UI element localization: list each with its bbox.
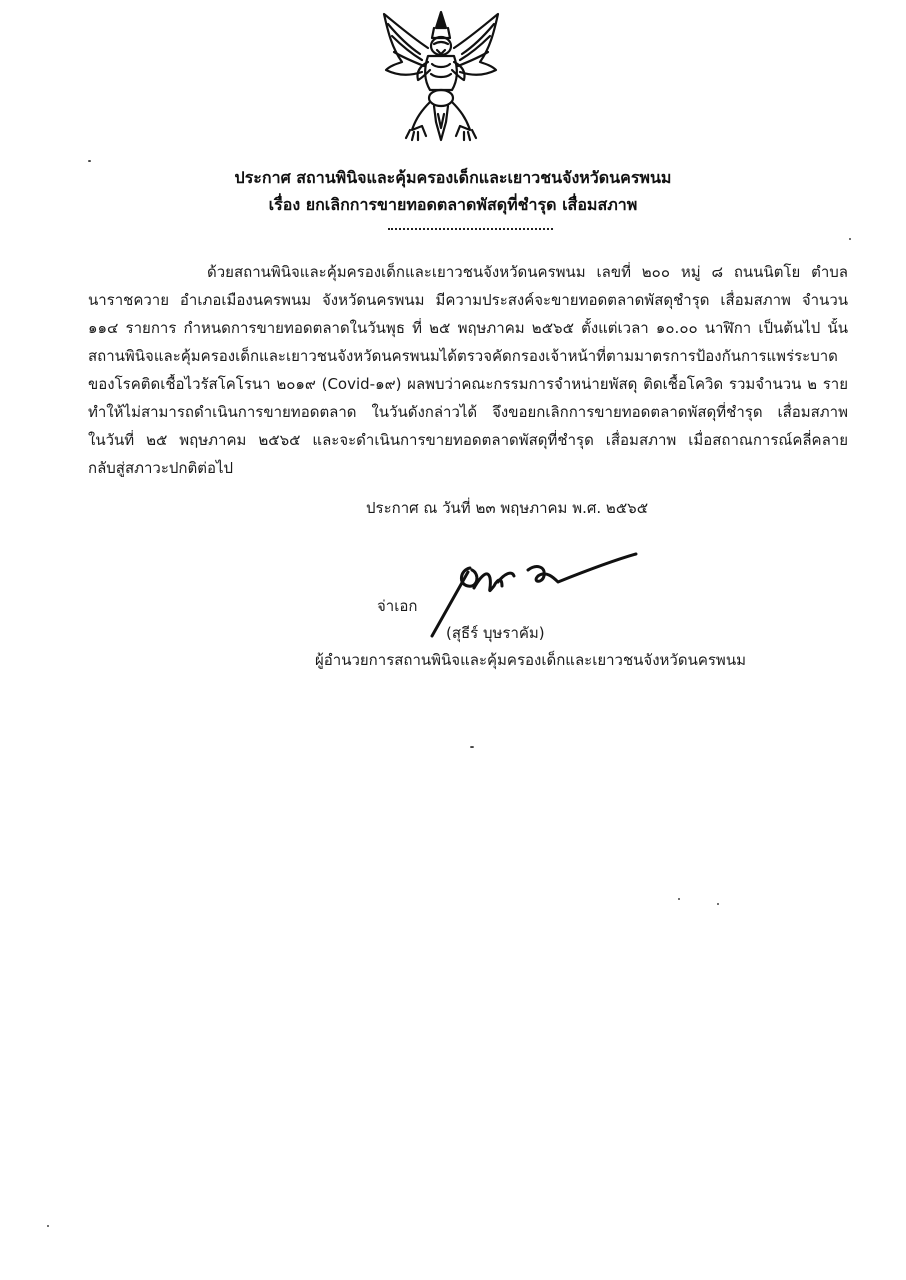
body-line: ของโรคติดเชื้อไวรัสโคโรนา ๒๐๑๙ (Covid-๑๙) ผลพบว่าคณะกรรมการจำหน่ายพัสดุ ติดเชื้อโควิด รวมจำนวน ๒ ราย: [88, 375, 848, 393]
header-separator: [388, 228, 553, 230]
scan-speck: [470, 746, 474, 748]
body-line: ด้วยสถานพินิจและคุ้มครองเด็กและเยาวชนจังหวัดนครพนม เลขที่ ๒๐๐ หมู่ ๘ ถนนนิตโย ตำบล: [207, 263, 848, 281]
scan-speck: [88, 160, 91, 162]
body-line: ๑๑๔ รายการ กำหนดการขายทอดตลาดในวันพุธ ที่ ๒๕ พฤษภาคม ๒๕๖๕ ตั้งแต่เวลา ๑๐.๐๐ นาฬิกา เป็นต้นไป นั้น: [88, 319, 848, 337]
scan-speck: [47, 1225, 49, 1227]
scan-speck: [849, 238, 851, 240]
signer-rank: จ่าเอก: [377, 597, 418, 615]
announcement-title: ประกาศ สถานพินิจและคุ้มครองเด็กและเยาวชนจังหวัดนครพนม: [234, 168, 672, 187]
body-line: นาราชควาย อำเภอเมืองนครพนม จังหวัดนครพนม มีความประสงค์จะขายทอดตลาดพัสดุชำรุด เสื่อมสภาพ จำนวน: [88, 291, 848, 309]
scan-speck: [717, 903, 719, 905]
scan-speck: [678, 898, 680, 900]
body-line: ในวันที่ ๒๕ พฤษภาคม ๒๕๖๕ และจะดำเนินการขายทอดตลาดพัสดุที่ชำรุด เสื่อมสภาพ เมื่อสถาณการณ์คลี่คลาย: [88, 431, 848, 449]
garuda-emblem-icon: [376, 6, 506, 146]
announcement-subject: เรื่อง ยกเลิกการขายทอดตลาดพัสดุที่ชำรุด เสื่อมสภาพ: [268, 195, 638, 214]
signer-position: ผู้อำนวยการสถานพินิจและคุ้มครองเด็กและเยาวชนจังหวัดนครพนม: [315, 651, 746, 669]
announcement-date: ประกาศ ณ วันที่ ๒๓ พฤษภาคม พ.ศ. ๒๕๖๕: [366, 499, 649, 517]
body-line: ทำให้ไม่สามารถดำเนินการขายทอดตลาด ในวันดังกล่าวได้ จึงขอยกเลิกการขายทอดตลาดพัสดุที่ชำรุด เสื่อมสภาพ: [88, 403, 848, 421]
signer-name: (สุธีร์ บุษราคัม): [446, 624, 545, 642]
body-line: กลับสู่สภาวะปกติต่อไป: [88, 459, 234, 477]
body-line: สถานพินิจและคุ้มครองเด็กและเยาวชนจังหวัดนครพนมได้ตรวจคัดกรองเจ้าหน้าที่ตามมาตรการป้องกันการแพร่ระบาด: [88, 347, 838, 365]
